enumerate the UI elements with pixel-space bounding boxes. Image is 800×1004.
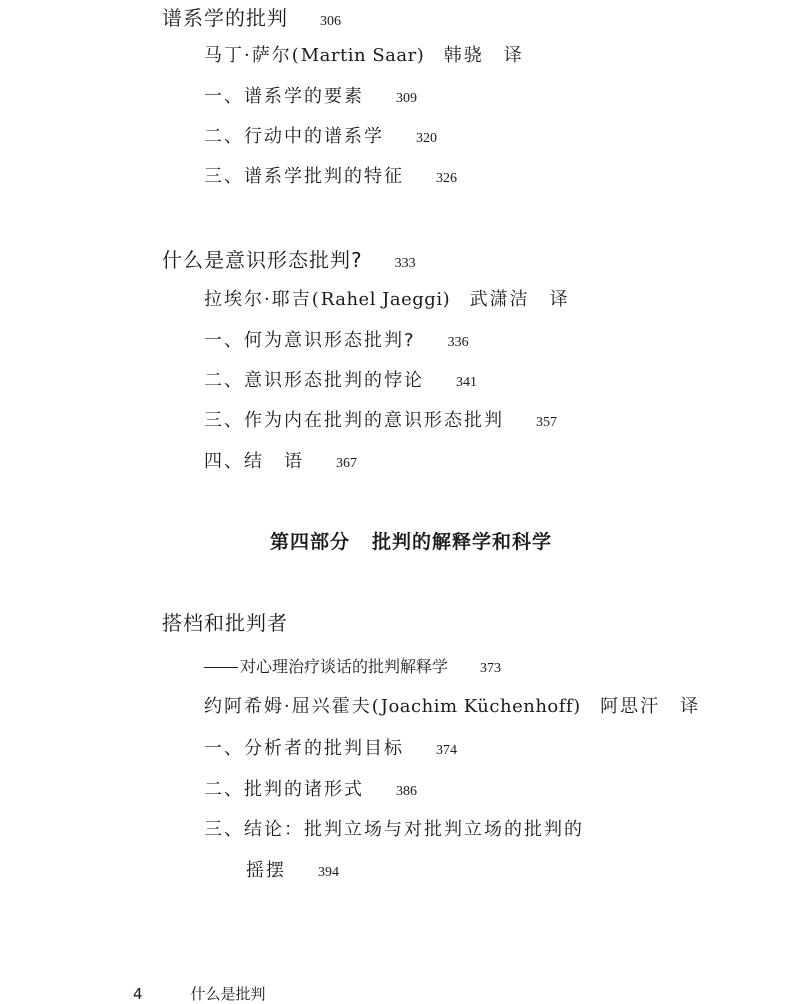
section-label: 三、谱系学批判的特征 xyxy=(204,166,404,187)
section-item xyxy=(204,406,557,432)
section-label: 二、意识形态批判的悖论 xyxy=(204,370,424,391)
section-item xyxy=(204,734,457,760)
entry-subtitle xyxy=(204,654,501,677)
section-item xyxy=(204,122,437,148)
author-line xyxy=(204,285,570,311)
section-item xyxy=(204,326,469,352)
translator: 武潇洁 译 xyxy=(469,289,570,310)
section-item xyxy=(204,366,477,392)
section-label: 二、批判的诸形式 xyxy=(204,779,364,800)
section-item xyxy=(204,775,417,801)
author-line xyxy=(204,41,524,67)
footer-book-title: 什么是批判 xyxy=(190,985,266,1003)
section-label: 三、结论：批判立场与对批判立场的批判的 xyxy=(204,819,584,840)
section-item xyxy=(204,447,357,473)
entry-title xyxy=(162,607,288,636)
page-number: 374 xyxy=(436,743,457,758)
author-name: 马丁·萨尔( xyxy=(204,45,301,66)
page-number: 341 xyxy=(456,375,477,390)
entry-title-text: 什么是意识形态批判? xyxy=(162,248,363,272)
page-number: 394 xyxy=(318,865,339,880)
footer-page-number: 4 xyxy=(133,985,143,1003)
section-label: 一、谱系学的要素 xyxy=(204,86,364,107)
page-number: 367 xyxy=(336,456,357,471)
page-number: 320 xyxy=(416,131,437,146)
author-line xyxy=(204,692,700,718)
section-label: 三、作为内在批判的意识形态批判 xyxy=(204,410,504,431)
part-number: 第四部分 xyxy=(270,531,351,553)
translator: 韩骁 译 xyxy=(443,45,524,66)
page-number: 326 xyxy=(436,171,457,186)
section-item xyxy=(204,82,417,108)
entry-title xyxy=(162,2,341,31)
author-paren: ) xyxy=(416,45,426,66)
entry-title-text: 谱系学的批判 xyxy=(162,6,288,30)
page-number: 306 xyxy=(320,14,341,29)
page-number: 357 xyxy=(536,415,557,430)
entry-title xyxy=(162,244,416,273)
author-paren: ) xyxy=(573,696,583,717)
author-name: 拉埃尔·耶吉( xyxy=(204,289,321,310)
section-label: 一、何为意识形态批判? xyxy=(204,330,416,351)
section-label: 二、行动中的谱系学 xyxy=(204,126,384,147)
author-latin-name: Martin Saar xyxy=(300,45,417,66)
section-item xyxy=(204,815,584,841)
page-number: 309 xyxy=(396,91,417,106)
section-item xyxy=(204,162,457,188)
author-name: 约阿希姆·屈兴霍夫( xyxy=(204,696,381,717)
section-item-continuation xyxy=(246,856,339,882)
part-heading xyxy=(270,527,552,554)
em-dash xyxy=(204,667,238,668)
translator: 阿思汗 译 xyxy=(600,696,701,717)
page-number: 333 xyxy=(394,256,416,271)
page-number: 336 xyxy=(447,335,469,350)
section-label: 四、结 语 xyxy=(204,451,304,472)
footer xyxy=(133,983,266,1004)
entry-title-text: 搭档和批判者 xyxy=(162,611,288,635)
author-latin-name: Joachim Küchenhoff xyxy=(380,696,574,717)
author-latin-name: Rahel Jaeggi xyxy=(320,289,443,310)
page-number: 386 xyxy=(396,784,417,799)
section-label: 摇摆 xyxy=(246,860,286,881)
part-title: 批判的解释学和科学 xyxy=(372,531,553,553)
section-label: 一、分析者的批判目标 xyxy=(204,738,404,759)
author-paren: ) xyxy=(442,289,452,310)
subtitle-text: 对心理治疗谈话的批判解释学 xyxy=(240,657,449,676)
page-number: 373 xyxy=(480,661,502,676)
